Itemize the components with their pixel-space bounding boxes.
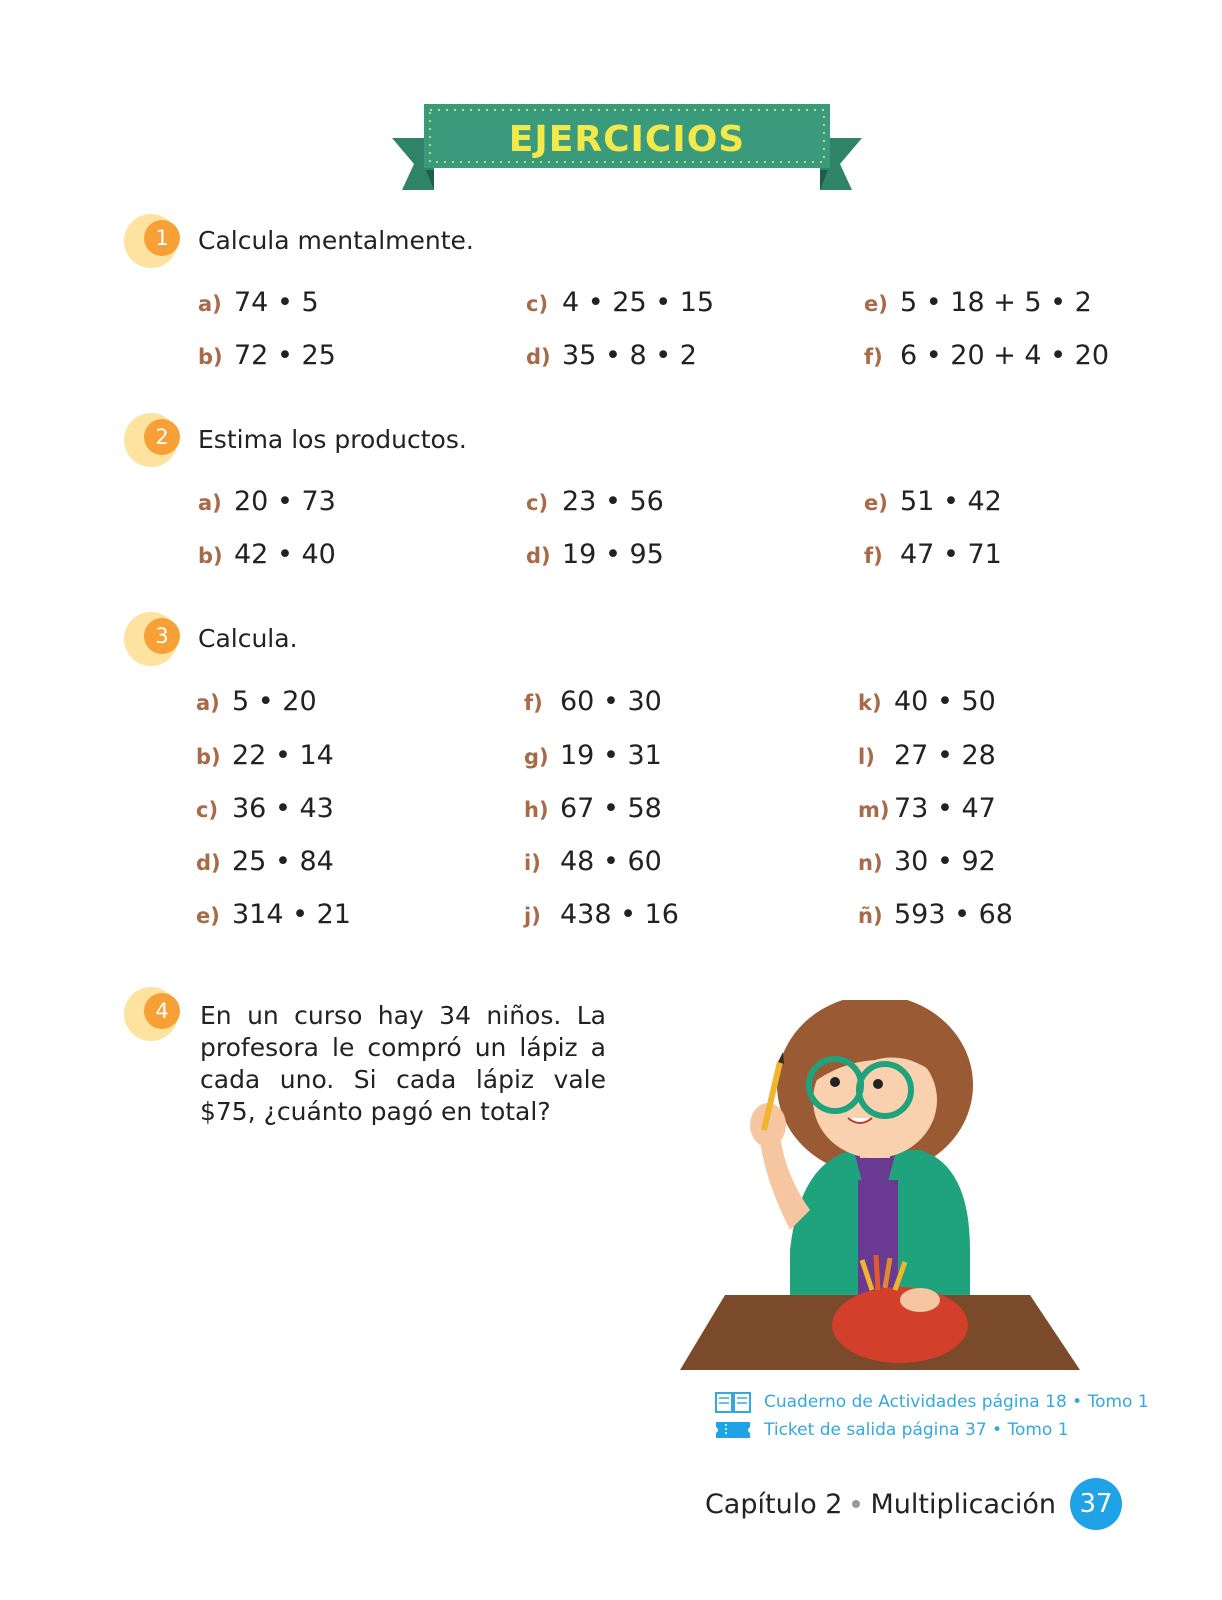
ex3-item-a: a) 5 • 20 — [196, 686, 317, 717]
ex2-item-a: a) 20 • 73 — [198, 486, 336, 517]
ex1-item-d: d) 35 • 8 • 2 — [526, 340, 697, 371]
ex3-item-f: f) 60 • 30 — [524, 686, 662, 717]
ex2-item-f: f) 47 • 71 — [864, 539, 1002, 570]
exercise-number: 2 — [144, 419, 180, 455]
ex3-item-g: g) 19 • 31 — [524, 740, 662, 771]
book-icon — [714, 1390, 752, 1414]
word-problem-text: En un curso hay 34 niños. La profesora le compró un lápiz a cada uno. Si cada lápiz vale $75, ¿cuánto pagó en total? — [200, 1001, 606, 1126]
separator-dot — [852, 1500, 860, 1508]
topic-label: Multiplicación — [870, 1488, 1056, 1520]
exercise-number: 4 — [144, 993, 180, 1029]
ex3-item-n: n) 30 • 92 — [858, 846, 996, 877]
exercise-2-instruction: Estima los productos. — [198, 425, 467, 454]
ex3-item-e: e) 314 • 21 — [196, 899, 351, 930]
ex3-item-h: h) 67 • 58 — [524, 793, 662, 824]
banner-title: EJERCICIOS — [508, 118, 746, 160]
exercises-banner — [392, 100, 862, 200]
ex1-item-e: e) 5 • 18 + 5 • 2 — [864, 287, 1092, 318]
ex3-item-c: c) 36 • 43 — [196, 793, 334, 824]
ex3-item-enye: ñ) 593 • 68 — [858, 899, 1013, 930]
ex3-item-k: k) 40 • 50 — [858, 686, 996, 717]
ex3-item-b: b) 22 • 14 — [196, 740, 334, 771]
chapter-label: Capítulo 2 — [704, 1488, 843, 1520]
ex3-item-j: j) 438 • 16 — [524, 899, 679, 930]
ex3-item-m: m) 73 • 47 — [858, 793, 996, 824]
exercise-2-badge — [124, 411, 184, 467]
ticket-icon — [714, 1418, 752, 1442]
exercise-1-instruction: Calcula mentalmente. — [198, 226, 474, 255]
exercise-1-badge — [124, 212, 184, 268]
ex3-item-l: l) 27 • 28 — [858, 740, 996, 771]
exercise-number: 3 — [144, 618, 180, 654]
exercise-3-badge — [124, 610, 184, 666]
ex1-item-f: f) 6 • 20 + 4 • 20 — [864, 340, 1110, 371]
ex3-item-d: d) 25 • 84 — [196, 846, 334, 877]
ex1-item-c: c) 4 • 25 • 15 — [526, 287, 715, 318]
page-number: 37 — [1070, 1478, 1122, 1530]
ex1-item-b: b) 72 • 25 — [198, 340, 336, 371]
exercise-4-badge — [124, 985, 184, 1041]
ex2-item-c: c) 23 • 56 — [526, 486, 664, 517]
ex2-item-b: b) 42 • 40 — [198, 539, 336, 570]
exercise-3-instruction: Calcula. — [198, 624, 298, 653]
page-footer — [705, 1478, 1122, 1530]
exercise-number: 1 — [144, 220, 180, 256]
teacher-illustration — [680, 1000, 1090, 1379]
ex3-item-i: i) 48 • 60 — [524, 846, 662, 877]
ex2-item-d: d) 19 • 95 — [526, 539, 664, 570]
ex1-item-a: a) 74 • 5 — [198, 287, 319, 318]
ex2-item-e: e) 51 • 42 — [864, 486, 1002, 517]
